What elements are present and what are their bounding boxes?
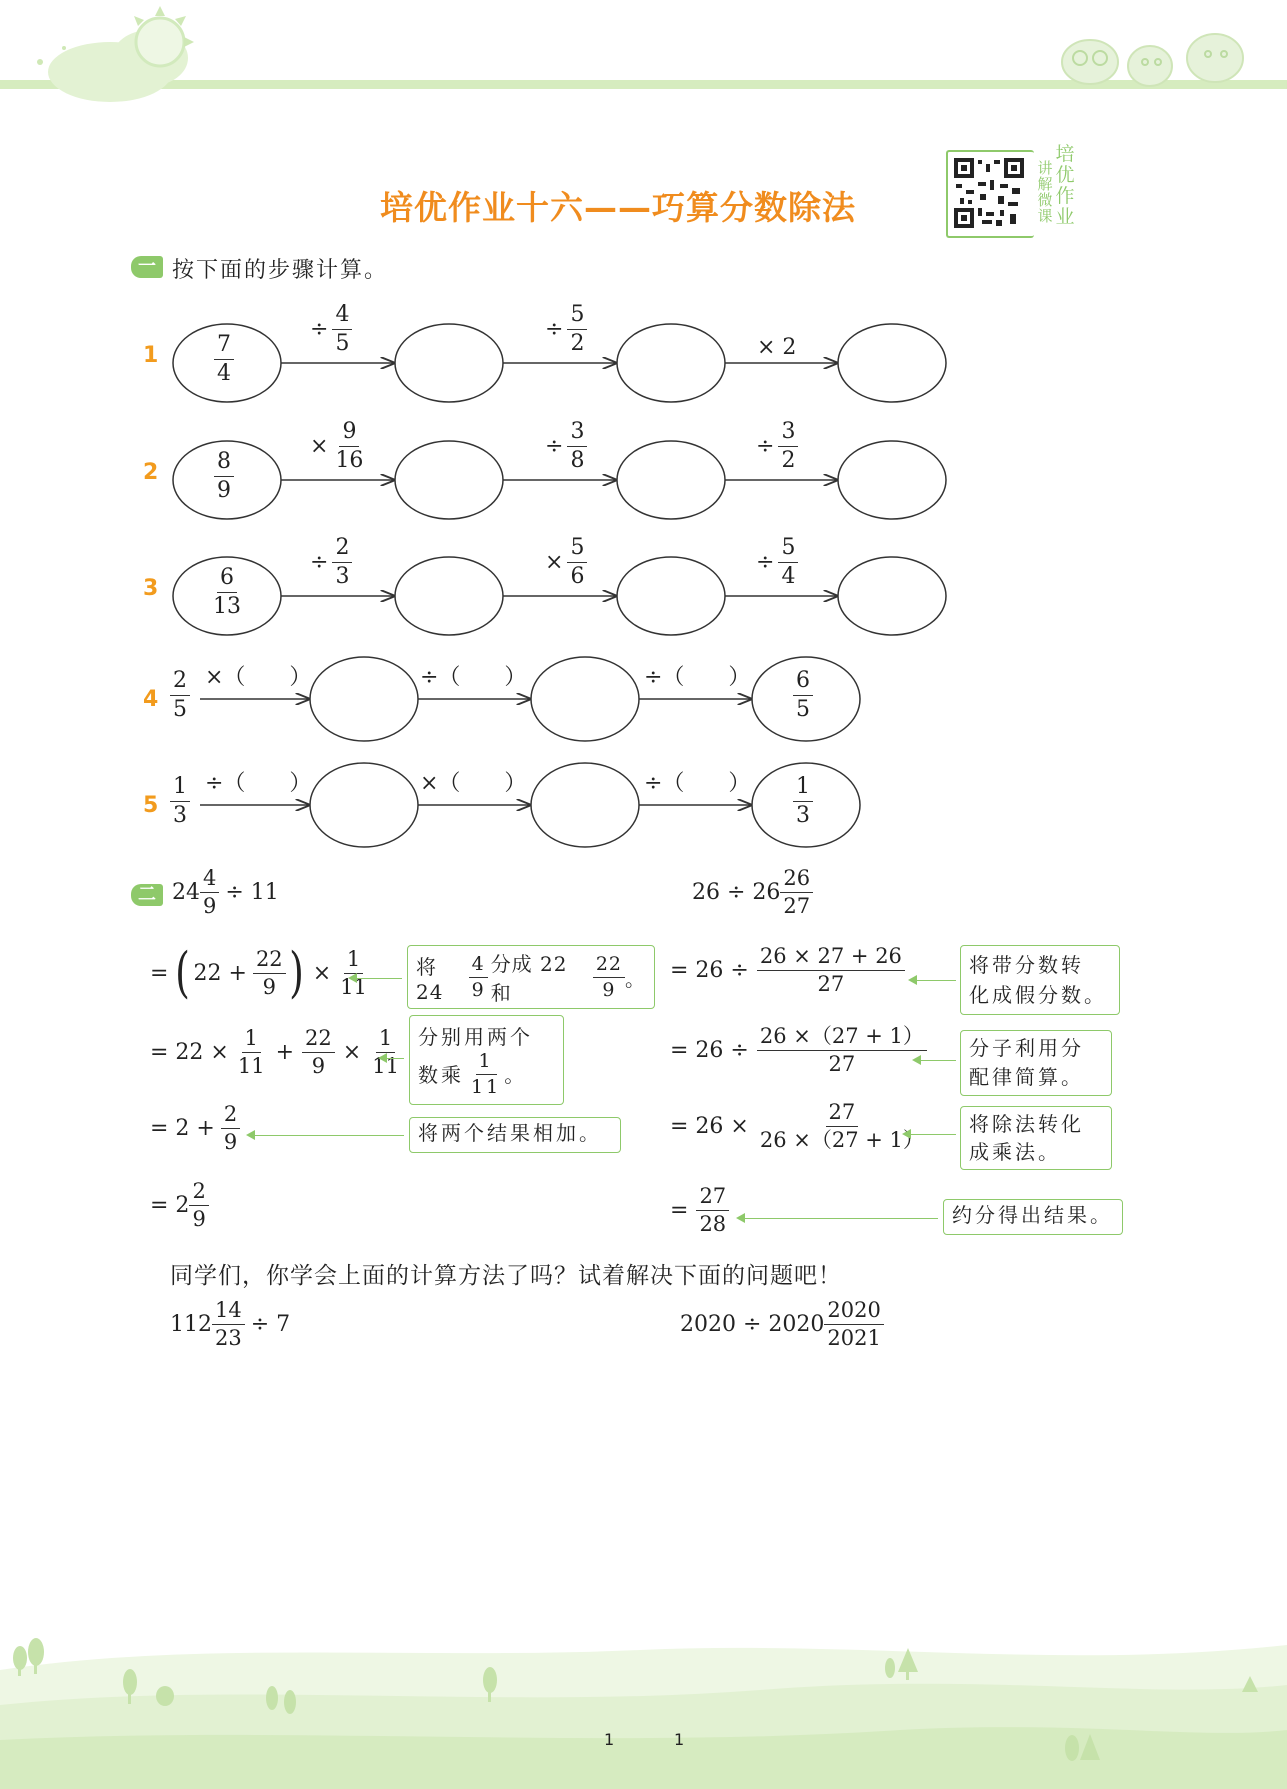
practice-left: 112 $\frac{14}{23}$ ÷ 7 [170, 1298, 291, 1350]
note-arrow-right-1 [910, 980, 956, 981]
end-fraction-5: 1 3 [793, 776, 813, 827]
operator-3-1: ÷ $\frac{2}{3}$ [310, 537, 352, 588]
left-step-2: = 22 × $\frac{1}{11}$ + $\frac{22}{9}$ × $\frac{1}{11}$ [150, 1026, 399, 1078]
blank-operator-5-1[interactable]: ÷（ ） [205, 771, 312, 796]
left-step-4: = 2 2 9 [150, 1181, 209, 1230]
note-right-1: 将带分数转 化成假分数。 [960, 945, 1120, 1015]
note-left-2: 分别用两个 数乘 1 11 。 [409, 1015, 564, 1105]
end-fraction-4: 6 5 [793, 670, 813, 721]
left-step-3: = 2 + $\frac{2}{9}$ [150, 1104, 240, 1153]
page-title: 培优作业十六——巧算分数除法 [380, 188, 856, 227]
qr-code-icon[interactable] [954, 158, 1024, 228]
footer-landscape [0, 1600, 1287, 1789]
left-step-1: = ( 22 + $\frac{22}{9}$ ) × $\frac{1}{11}$ [150, 941, 367, 1004]
blank-operator-5-3[interactable]: ÷（ ） [644, 771, 751, 796]
practice-prompt: 同学们，你学会上面的计算方法了吗？试着解决下面的问题吧！ [170, 1263, 842, 1289]
row-label-4: 4 [143, 687, 159, 712]
practice-right: 2020 ÷ 2020 2020 2021 [680, 1300, 884, 1349]
page-number-left: 1 [604, 1730, 615, 1749]
row-label-1: 1 [143, 343, 159, 368]
operator-3-3: ÷ $\frac{5}{4}$ [756, 537, 798, 588]
page-number-right: 1 [674, 1730, 685, 1749]
header-decoration [0, 0, 1287, 110]
note-arrow-left-3 [248, 1135, 404, 1136]
row-label-3: 3 [143, 576, 159, 601]
qr-label-right: 培优作业 [1055, 143, 1075, 228]
note-right-3: 将除法转化 成乘法。 [960, 1106, 1112, 1170]
section-badge: 一 [131, 256, 163, 278]
operator-3-2: × $\frac{5}{6}$ [545, 537, 587, 588]
start-fraction-2: 8 9 [214, 451, 234, 502]
note-arrow-right-2 [914, 1060, 956, 1061]
start-fraction-1: 7 4 [214, 334, 234, 385]
start-fraction-4: 2 5 [170, 670, 190, 721]
row-label-5: 5 [143, 793, 159, 818]
right-step-2: = 26 ÷ $\frac{26 \times(27 + 1)}{27}$ [670, 1026, 927, 1075]
blank-operator-5-2[interactable]: ×（ ） [420, 771, 527, 796]
blank-operator-4-3[interactable]: ÷（ ） [644, 665, 751, 690]
operator-2-3: ÷ $\frac{3}{2}$ [756, 421, 798, 472]
right-step-4: = $\frac{27}{28}$ [670, 1186, 729, 1235]
right-problem: 26 ÷ 26 26 27 [692, 868, 813, 917]
operator-2-1: × $\frac{9}{16}$ [310, 419, 364, 473]
note-right-4: 约分得出结果。 [943, 1199, 1123, 1235]
operator-2-2: ÷ $\frac{3}{8}$ [545, 421, 587, 472]
operator-1-1: ÷ $\frac{4}{5}$ [310, 304, 352, 355]
note-left-3: 将两个结果相加。 [409, 1117, 621, 1153]
right-step-1: = 26 ÷ $\frac{26 \times 27 + 26}{27}$ [670, 946, 905, 995]
start-fraction-5: 1 3 [170, 776, 190, 827]
left-problem: 24 $\frac{4}{9}$ ÷ 11 [172, 866, 279, 918]
note-right-2: 分子利用分 配律简算。 [960, 1030, 1112, 1096]
note-arrow-left-1 [350, 978, 402, 979]
section-instruction: 按下面的步骤计算。 [172, 258, 389, 283]
note-arrow-left-2 [380, 1058, 404, 1059]
note-arrow-right-3 [904, 1134, 956, 1135]
note-left-1: 将 24 4 9 分成 22 和 22 9 。 [407, 945, 655, 1009]
qr-label-left: 讲解微课 [1037, 159, 1053, 225]
start-fraction-3: 6 13 [213, 565, 241, 619]
operator-1-2: ÷ $\frac{5}{2}$ [545, 304, 587, 355]
row-label-2: 2 [143, 460, 159, 485]
right-step-3: = 26 × $\frac{27}{26 \times(27 + 1)}$ [670, 1100, 924, 1152]
blank-operator-4-1[interactable]: ×（ ） [205, 665, 312, 690]
blank-operator-4-2[interactable]: ÷（ ） [420, 665, 527, 690]
section-badge-2: 二 [131, 884, 163, 906]
operator-1-3: × 2 [757, 335, 797, 360]
note-arrow-right-4 [738, 1218, 938, 1219]
